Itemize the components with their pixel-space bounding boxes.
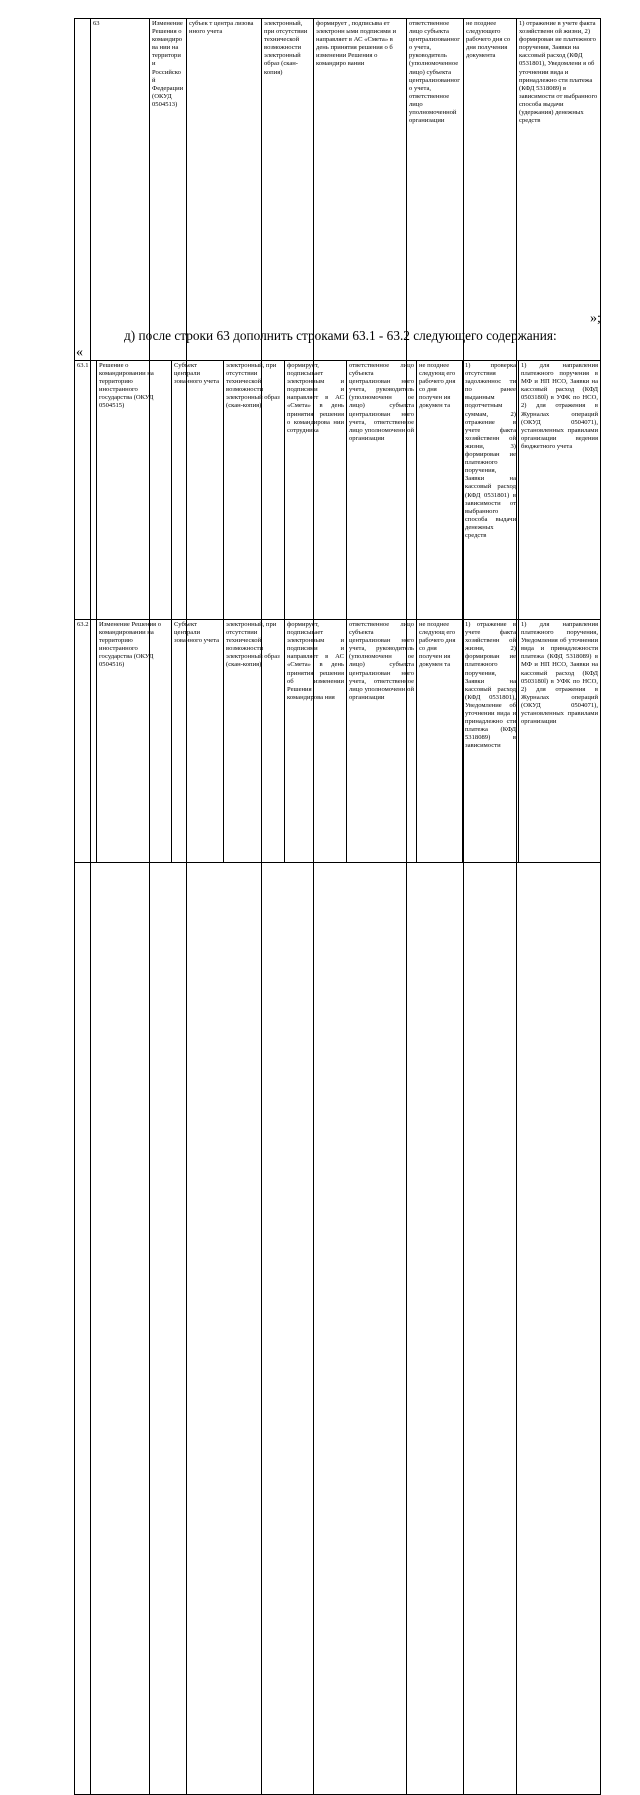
table-row-63-1 [75, 361, 601, 620]
action: формирует , подписыва ет электронн ыми подписями и направляет в АС «Смета» в день принятия решения о б изменении Решения о командиро вании [314, 19, 407, 1795]
document-format: электронный, при отсутствии технической возможности электронный образ (скан-копия) [224, 361, 285, 620]
table-row-63-2 [75, 620, 601, 863]
deadline: не позднее следующ его рабочего дня со дня получен ия докумен та [417, 620, 463, 863]
responsible-unit: Субъект централи зованного учета [172, 620, 224, 863]
responsible-unit: субъек т центра лизова нного учета [187, 19, 262, 1795]
responsible-unit: Субъект централи зованного учета [172, 361, 224, 620]
action: формирует, подписывает электронным и подписями и направляет в АС «Смета» в день принятия решения об изменении Решения командирова ния [285, 620, 347, 863]
responsible-persons: ответственное лицо субъекта централизованного учета, руководитель (уполномоченное лицо) субъекта централизованного учета, ответственное лицо уполномоченной организации [407, 19, 464, 1795]
responsible-persons: ответственное лицо субъекта централизован ного учета, руководитель (уполномоченн ое лицо) субъекта централизован ного учета, ответственное лицо уполномоченн ой организации [347, 620, 417, 863]
cell-empty [75, 19, 91, 1795]
processing: 1) отражение в учете факта хозяйственн ой жизни, 2) формирован ие платежного поручения, Заявки на кассовый расход (КФД 0531801), Уведомление об уточнении вида и принадлежно сти платежа (КФД 5318089) в зависимости [463, 620, 519, 863]
processing: 1) отражение в учете факта хозяйственн ой жизни, 2) формирован ие платежного поручения, Заявки на кассовый расход (КФД 0531801), Уведомлени я об уточнении вида и принадлежно сти платежа (КФД 5318089) в зависимости от выбранного способа выдачи (удержания) денежных средств [517, 19, 601, 1795]
action: формирует, подписывает электронным и подписями и направляет в АС «Смета» в день принятия решения о командирова нии сотрудника [285, 361, 347, 620]
purpose: 1) для направления платежного поручения в МФ и НП НСО, Заявки на кассовый расход (КФД 0503180l) в УФК по НСО, 2) для отражения в Журналах операций (ОКУД 0504071), установленных правилами организации ведения бюджетного учета [519, 361, 601, 620]
deadline: не позднее следующего рабочего дня со дня получения документа [464, 19, 517, 1795]
table-row-63 [74, 18, 601, 1795]
opening-quote: « [76, 345, 83, 360]
document-format: электронный, при отсутствии технической возможности электронный образ (скан-копия) [262, 19, 314, 1795]
amendment-paragraph: д) после строки 63 дополнить строками 63.1 - 63.2 следующего содержания: [124, 328, 557, 343]
purpose: 1) для направления платежного поручения, Уведомления об уточнении вида и принадлежности платежа (КФД 5318089) в МФ и НП НСО, Заявки на кассовый расход (КФД 0503180l) в УФК по НСО, 2) для отражения в Журналах операций (ОКУД 0504071), установленных правилами организации [519, 620, 601, 863]
row-number: 63.2 [75, 620, 97, 863]
processing: 1) проверка отсутствия задолженнос ти по ранее выданным подотчетным суммам, 2) отражение в учете факта хозяйственн ой жизни, 3) формирован ие платежного поручения, Заявки на кассовый расход (КФД 0531801) в зависимости от выбранного способа выдачи денежных средств [463, 361, 519, 620]
deadline: не позднее следующ его рабочего дня со дня получен ия докумен та [417, 361, 463, 620]
responsible-persons: ответственное лицо субъекта централизован ного учета, руководитель (уполномоченн ое лицо) субъекта централизован ного учета, ответственное лицо уполномоченн ой организации [347, 361, 417, 620]
row-number: 63 [91, 19, 150, 1795]
document-name: Изменение Решения о командировании на территорию иностранного государства (ОКУД 0504516) [97, 620, 172, 863]
document-name: Решение о командировании на территорию иностранного государства (ОКУД 0504515) [97, 361, 172, 620]
closing-quote: »; [590, 311, 601, 326]
document-name: Изменение Решения о командирова нии на территории Российской Федерации (ОКУД 0504513) [150, 19, 187, 1795]
row-number: 63.1 [75, 361, 97, 620]
inserted-rows-table [74, 360, 601, 863]
document-format: электронный, при отсутствии технической возможности электронный образ (скан-копия) [224, 620, 285, 863]
